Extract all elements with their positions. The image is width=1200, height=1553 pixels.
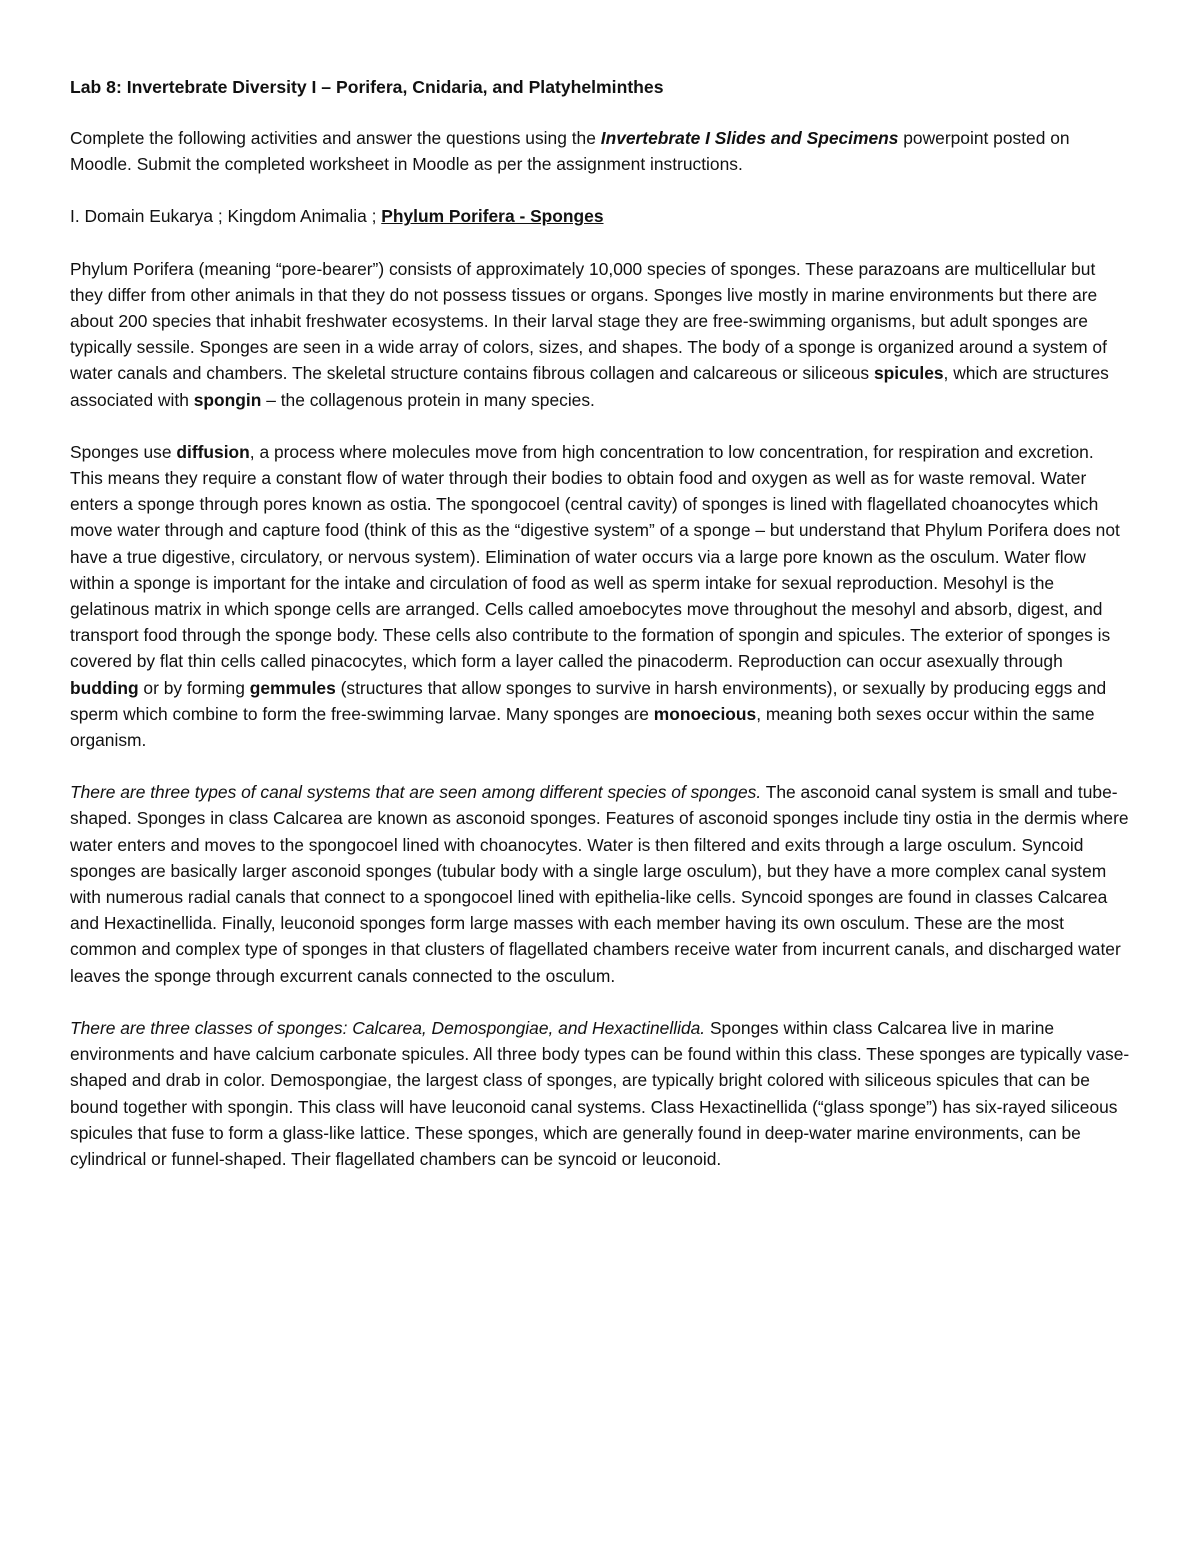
para4-text-1: Sponges within class Calcarea live in marine environments and have calcium carbonate spicules. All three body types can be found within this class. These sponges are typically vase-shaped and drab in color. Demospongiae, the largest class of sponges, are typically bright colored with siliceous spicules that can be bound together with spongin. This class will have leuconoid canal systems. Class Hexactinellida (“glass sponge”) has six-rayed siliceous spicules that fuse to form a glass-like lattice. These sponges, which are generally found in deep-water marine environments, can be cylindrical or funnel-shaped. Their flagellated chambers can be syncoid or leuconoid. bbox=[70, 1017, 1130, 1169]
para1-text-1: Phylum Porifera (meaning “pore-bearer”) consists of approximately 10,000 species of sponges. These parazoans are multicellular but they differ from other animals in that they do not possess tissues or organs. Sponges live mostly in marine environments but there are about 200 species that inhabit freshwater ecosystems. In their larval stage they are free-swimming organisms, but adult sponges are typically sessile. Sponges are seen in a wide array of colors, sizes, and shapes. The body of a sponge is organized around a system of water canals and chambers. The skeletal structure contains fibrous collagen and calcareous or siliceous bbox=[70, 258, 1107, 384]
para2-text-3: or by forming bbox=[138, 677, 250, 698]
intro-paragraph bbox=[70, 125, 1130, 177]
para2-text-2: , a process where molecules move from high concentration to low concentration, for respiration and excretion. This means they require a constant flow of water through their bodies to obtain food and oxygen as well as for waste removal. Water enters a sponge through pores known as ostia. The spongocoel (central cavity) of sponges is lined with flagellated choanocytes which move water through and capture food (think of this as the “digestive system” of a sponge – but understand that Phylum Porifera does not have a true digestive, circulatory, or nervous system). Elimination of water occurs via a large pore known as the osculum. Water flow within a sponge is important for the intake and circulation of food as well as sperm intake for sexual reproduction. Mesohyl is the gelatinous matrix in which sponge cells are arranged. Cells called amoebocytes move throughout the mesohyl and absorb, digest, and transport food through the sponge body. These cells also contribute to the formation of spongin and spicules. The exterior of sponges is covered by flat thin cells called pinacocytes, which form a layer called the pinacoderm. Reproduction can occur asexually through bbox=[70, 441, 1120, 672]
section-heading-phylum: Phylum Porifera - Sponges bbox=[381, 206, 604, 227]
section-heading-prefix: I. Domain Eukarya ; Kingdom Animalia ; bbox=[70, 206, 382, 227]
document-title: Lab 8: Invertebrate Diversity I – Porifera, Cnidaria, and Platyhelminthes bbox=[70, 77, 664, 97]
intro-text-2: powerpoint posted on Moodle. Submit the completed worksheet in Moodle as per the assignment instructions. bbox=[70, 128, 1070, 175]
para1-term-spongin: spongin bbox=[193, 389, 262, 410]
para2-term-budding: budding bbox=[70, 677, 139, 698]
para1-text-2: , which are structures associated with bbox=[70, 363, 1109, 410]
para2-term-monoecious: monoecious bbox=[653, 703, 757, 724]
para1-text-3: – the collagenous protein in many species. bbox=[261, 389, 595, 410]
para2-term-gemmules: gemmules bbox=[249, 677, 336, 698]
section-heading bbox=[70, 203, 1130, 229]
para2-term-diffusion: diffusion bbox=[176, 441, 250, 462]
sponge-classes-paragraph bbox=[70, 1015, 1130, 1172]
porifera-overview-paragraph bbox=[70, 256, 1130, 413]
intro-text-1: Complete the following activities and answer the questions using the bbox=[70, 128, 601, 148]
para1-term-spicules: spicules bbox=[873, 363, 944, 384]
para2-text-5: , meaning both sexes occur within the same organism. bbox=[70, 703, 1095, 751]
para4-lead-italic: There are three classes of sponges: Calcarea, Demospongiae, and Hexactinellida. bbox=[70, 1017, 706, 1038]
canal-systems-paragraph bbox=[70, 779, 1130, 989]
para3-lead-italic: There are three types of canal systems that are seen among different species of sponges. bbox=[70, 782, 762, 803]
para2-text-1: Sponges use bbox=[70, 441, 177, 462]
para3-text-1: The asconoid canal system is small and tube-shaped. Sponges in class Calcarea are known as asconoid sponges. Features of asconoid sponges include tiny ostia in the dermis where water enters and moves to the spongocoel lined with choanocytes. Water is then filtered and exits through a large osculum. Syncoid sponges are basically larger asconoid sponges (tubular body with a single large osculum), but they have a more complex canal system with numerous radial canals that connect to a spongocoel lined with epithelia-like cells. Syncoid sponges are found in classes Calcarea and Hexactinellida. Finally, leuconoid sponges form large masses with each member having its own osculum. These are the most common and complex type of sponges in that clusters of flagellated chambers receive water from incurrent canals, and discharged water leaves the sponge through excurrent canals connected to the osculum. bbox=[70, 782, 1129, 986]
intro-resource-name: Invertebrate I Slides and Specimens bbox=[600, 128, 899, 148]
diffusion-paragraph bbox=[70, 439, 1130, 753]
para2-text-4: (structures that allow sponges to survive in harsh environments), or sexually by producing eggs and sperm which combine to form the free-swimming larvae. Many sponges are bbox=[70, 677, 1107, 724]
